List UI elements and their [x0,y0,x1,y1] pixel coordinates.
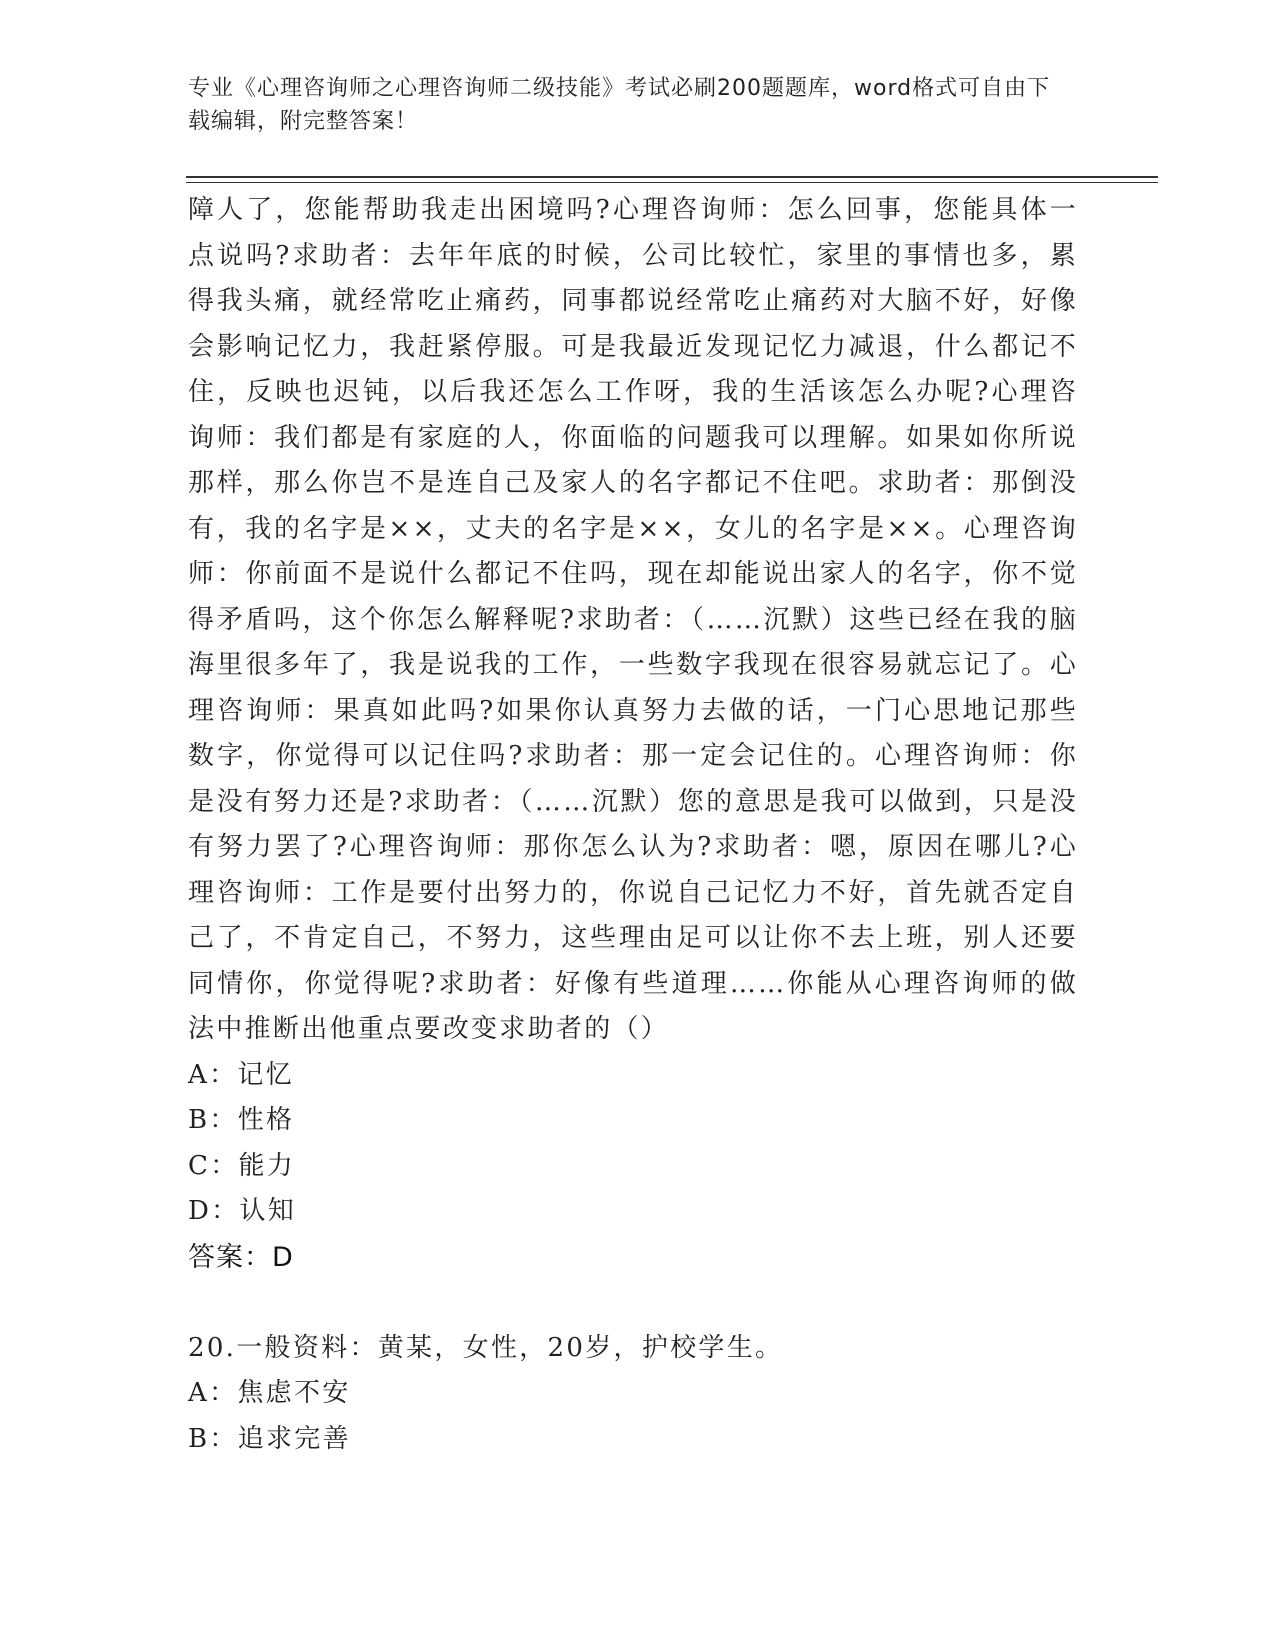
question-20-stem: 20.一般资料：黄某，女性，20岁，护校学生。 [188,1332,784,1363]
question-20-option-b: B：追求完善 [188,1423,351,1454]
question-19-option-d: D：认知 [188,1196,297,1226]
question-19-answer: 答案：D [188,1241,294,1273]
document-body [188,188,1078,1462]
header-divider-thin [186,182,1158,183]
question-20-option-a: A：焦虑不安 [188,1378,351,1408]
question-19-stem: 障人了，您能帮助我走出困境吗?心理咨询师：怎么回事，您能具体一点说吗?求助者：去年年底的时候，公司比较忙，家里的事情也多，累得我头痛，就经常吃止痛药，同事都说经常吃止痛药对大脑不好，好像会影响记忆力，我赶紧停服。可是我最近发现记忆力减退，什么都记不住，反映也迟钝，以后我还怎么工作呀，我的生活该怎么办呢?心理咨询师：我们都是有家庭的人，你面临的问题我可以理解。如果如你所说那样，那么你岂不是连自己及家人的名字都记不住吧。求助者：那倒没有，我的名字是××，丈夫的名字是××，女儿的名字是××。心理咨询师：你前面不是说什么都记不住吗，现在却能说出家人的名字，你不觉得矛盾吗，这个你怎么解释呢?求助者：（……沉默）这些已经在我的脑海里很多年了，我是说我的工作，一些数字我现在很容易就忘记了。心理咨询师：果真如此吗?如果你认真努力去做的话，一门心思地记那些数字，你觉得可以记住吗?求助者：那一定会记住的。心理咨询师：你是没有努力还是?求助者：（……沉默）您的意思是我可以做到，只是没有努力罢了?心理咨询师：那你怎么认为?求助者：嗯，原因在哪儿?心理咨询师：工作是要付出努力的，你说自己记忆力不好，首先就否定自己了，不肯定自己，不努力，这些理由足可以让你不去上班，别人还要同情你，你觉得呢?求助者：好像有些道理……你能从心理咨询师的做法中推断出他重点要改变求助者的（） [188,195,1078,1044]
header-divider-thick [186,176,1158,178]
question-19-option-b: B：性格 [188,1105,295,1135]
question-19-option-a: A：记忆 [188,1059,294,1090]
section-spacer [188,1280,1078,1326]
question-19-option-c: C：能力 [188,1150,296,1181]
document-header: 专业《心理咨询师之心理咨询师二级技能》考试必刷200题题库，word格式可自由下载编辑，附完整答案！ [188,76,1051,134]
